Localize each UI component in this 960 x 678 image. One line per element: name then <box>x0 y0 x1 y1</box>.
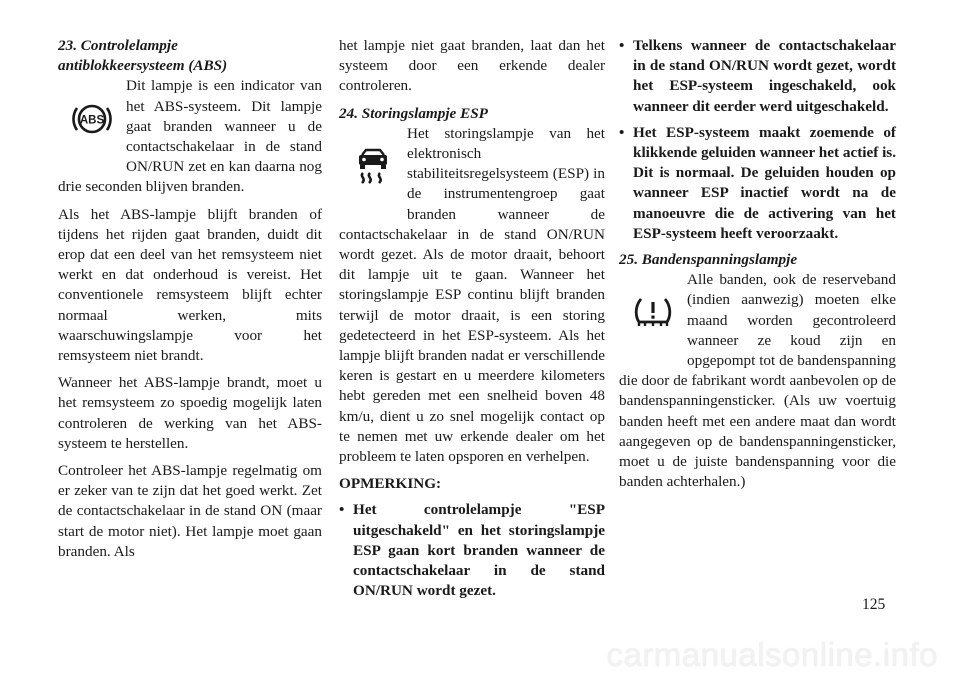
bullet-dot: • <box>619 37 625 54</box>
column-left <box>58 36 322 569</box>
abs-heading-line1: 23. Controlelampje <box>58 37 178 54</box>
esp-intro-text: Het storingslampje van het elektronisch stabiliteitsregelsysteem (ESP) in de instrumentengroep gaat branden wanneer de contactschakelaar in de stand ON/RUN wordt gezet. Als de motor draait, behoort dit lampje uit te gaan. Wanneer het storingslampje ESP continu blijft branden terwijl de motor draait, is een storing gedetecteerd in het ESP-systeem. Als het lampje blijft branden nadat er verschillende keren is gestart en u meerdere kilometers hebt gereden met een snelheid boven 48 km/u, dient u zo snel mogelijk contact op te nemen met uw erkende dealer om het probleem te laten opsporen en verhelpen. <box>339 124 605 466</box>
esp-heading: 24. Storingslampje ESP <box>339 104 488 122</box>
bullet-text: Het controlelampje "ESP uitgeschakeld" en het storingslampje ESP gaan kort branden wanneer de contactschakelaar in de stand ON/RUN wordt gezet. <box>353 501 605 600</box>
bullet-text: Telkens wanneer de contactschakelaar in de stand ON/RUN wordt gezet, wordt het ESP-systeem ingeschakeld, ook wanneer dit eerder werd uitgeschakeld. <box>633 37 896 115</box>
bullet-text: Het ESP-systeem maakt zoemende of klikkende geluiden wanneer het actief is. Dit is normaal. De geluiden houden op wanneer ESP inactief wordt na de manoeuvre die de activering van het ESP-systeem heeft veroorzaakt. <box>633 123 896 242</box>
abs-icon-label: ABS <box>79 114 105 127</box>
column-right <box>619 36 896 499</box>
abs-heading <box>58 36 322 76</box>
tpms-intro-text: Alle banden, ook de reserveband (indien aanwezig) moeten elke maand worden gecontroleerd wanneer ze koud zijn en opgepompt tot de bandenspanning die door de fabrikant wordt aanbevolen op de bandenspanningensticker. (Als uw voertuig banden heeft met een andere maat dan wordt aangegeven op de bandenspanningensticker, moet u de juiste bandenspanning voor die banden achterhalen.) <box>619 271 896 491</box>
tpms-heading: 25. Bandenspanningslampje <box>619 251 798 269</box>
column-middle <box>339 36 605 601</box>
abs-heading-line2: antiblokkeersysteem (ABS) <box>58 57 228 75</box>
bullet-dot: • <box>619 123 625 141</box>
abs-paragraph-3: Wanneer het ABS-lampje brandt, moet u het remsysteem zo spoedig mogelijk laten controleren de werking van het ABS-systeem te herstellen. <box>58 374 322 452</box>
abs-paragraph-2: Als het ABS-lampje blijft branden of tijdens het rijden gaat branden, duidt dit erop dat een deel van het remsysteem niet werkt en dat onderhoud is vereist. Het conventionele remsysteem blijft echter normaal werken, mits waarschuwingslampje voor het remsysteem niet brandt. <box>58 205 322 365</box>
bullet-dot: • <box>339 501 345 519</box>
list-item <box>339 500 605 601</box>
abs-warning-icon <box>58 78 126 160</box>
esp-note-list <box>339 500 605 601</box>
list-item <box>619 36 896 117</box>
note-label: OPMERKING: <box>339 475 442 493</box>
esp-note-list-continued <box>619 36 896 244</box>
watermark: carmanualsonline.info <box>606 636 938 673</box>
abs-paragraph-4: Controleer het ABS-lampje regelmatig om er zeker van te zijn dat het goed werkt. Zet de contactschakelaar in de stand ON (maar start de motor niet). Het lampje moet gaan branden. Als <box>58 462 322 560</box>
list-item <box>619 123 896 244</box>
tire-pressure-warning-icon <box>619 272 687 354</box>
abs-intro-text: Dit lampje is een indicator van het ABS-systeem. Dit lampje gaat branden wanneer u de contactschakelaar in de stand ON/RUN zet en kan daarna nog drie seconden blijven branden. <box>58 77 322 196</box>
esp-skid-car-icon <box>339 126 407 208</box>
abs-paragraph-continued: het lampje niet gaat branden, laat dan het systeem door een erkende dealer controleren. <box>339 37 605 95</box>
page-number: 125 <box>862 596 886 613</box>
